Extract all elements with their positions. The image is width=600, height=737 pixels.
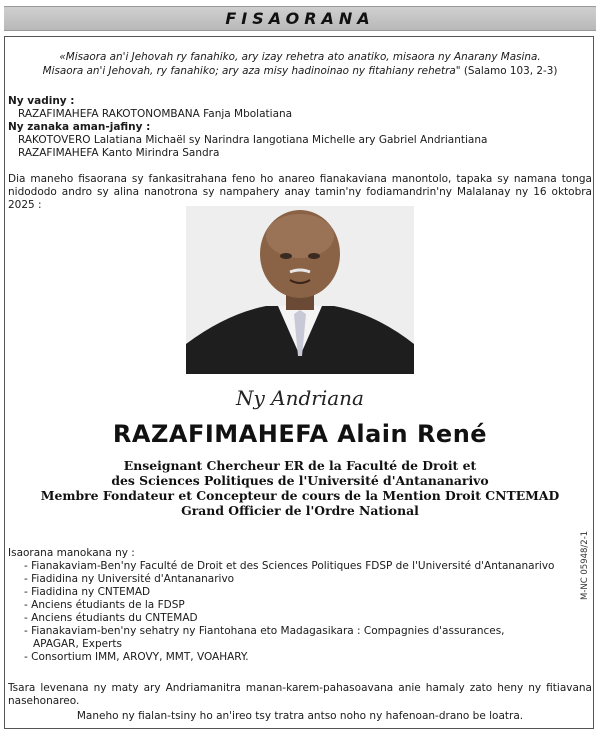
thanks-item-text: Consortium IMM, AROVY, MMT, VOAHARY. [31, 651, 249, 663]
thanks-item-text: Fiadidina ny CNTEMAD [31, 586, 151, 598]
role-line-2: des Sciences Politiques de l'Université d'Antananarivo [111, 473, 489, 488]
quote-line-1: «Misaora an'i Jehovah ry fanahiko, ary izay rehetra ato anatiko, misaora ny Anarany Masina. [59, 51, 541, 63]
quote-line-2 [0, 65, 600, 78]
thanks-item: - Fiadidina ny Université d'Antananarivo [24, 573, 235, 585]
portrait-photo [186, 206, 414, 374]
portrait-illustration [186, 206, 414, 374]
thanks-item: - Fiadidina ny CNTEMAD [24, 586, 151, 598]
thanks-item: - Anciens étudiants de la FDSP [24, 599, 185, 611]
reference-code: M-NC 05948/2-1 [580, 530, 590, 600]
thanks-item-continuation: APAGAR, Experts [33, 638, 123, 650]
children-heading: Ny zanaka aman-jafiny : [8, 121, 151, 133]
thanks-item: - Anciens étudiants du CNTEMAD [24, 612, 198, 624]
announcement-text: Dia maneho fisaorana sy fankasitrahana feno ho anareo fianakaviana manontolo, tapaka sy namana tonga nidododo andro sy alina nanotrona sy nampahery anay tamin'ny fodiamandrin'ny Malalanay ny 16 oktobra 2025 : [8, 173, 592, 211]
closing-text-2: Maneho ny fialan-tsiny ho an'ireo tsy tratra antso noho ny hafenoan-drano be loatra. [76, 710, 524, 722]
thanks-item-text: Fianakaviam-Ben'ny Faculté de Droit et des Sciences Politiques FDSP de l'Université d'Antananarivo [31, 560, 555, 572]
thanks-item: - Fianakaviam-ben'ny sehatry ny Fiantohana eto Madagasikara : Compagnies d'assurances, [24, 625, 505, 637]
spouse-name: RAZAFIMAHEFA RAKOTONOMBANA Fanja Mbolatiana [18, 108, 293, 120]
header-title: FISAORANA [225, 9, 375, 28]
thanks-item: - Fianakaviam-Ben'ny Faculté de Droit et des Sciences Politiques FDSP de l'Université d'Antananarivo [24, 560, 555, 572]
thanks-heading: Isaorana manokana ny : [8, 547, 135, 559]
quote-line-2-text: Misaora an'i Jehovah, ry fanahiko; ary aza misy hadinoinao ny fitahiany rehetra" [42, 65, 461, 77]
role-line-3: Membre Fondateur et Concepteur de cours de la Mention Droit CNTEMAD [40, 488, 560, 503]
honorific: Ny Andriana [236, 386, 364, 410]
thanks-item: - Consortium IMM, AROVY, MMT, VOAHARY. [24, 651, 249, 663]
role-line-4: Grand Officier de l'Ordre National [181, 503, 419, 518]
thanks-item-text: Anciens étudiants du CNTEMAD [31, 612, 198, 624]
role-line-1: Enseignant Chercheur ER de la Faculté de Droit et [123, 458, 477, 473]
thanks-item-text: Fianakaviam-ben'ny sehatry ny Fiantohana eto Madagasikara : Compagnies d'assurances, [31, 625, 505, 637]
thanks-item-text: Anciens étudiants de la FDSP [31, 599, 185, 611]
quote-reference: (Salamo 103, 2-3) [463, 65, 558, 77]
closing-text-1: Tsara levenana ny maty ary Andriamanitra manan-karem-pahasoavana anie hamaly zato heny ny fitiavana nasehonareo. [8, 682, 592, 707]
children-line-1: RAKOTOVERO Lalatiana Michaël sy Narindra Iangotiana Michelle ary Gabriel Andriantiana [18, 134, 488, 146]
spouse-heading: Ny vadiny : [8, 95, 75, 107]
header-bar [4, 6, 596, 31]
deceased-name: RAZAFIMAHEFA Alain René [112, 420, 488, 448]
children-line-2: RAZAFIMAHEFA Kanto Mirindra Sandra [18, 147, 220, 159]
thanks-item-text: Fiadidina ny Université d'Antananarivo [31, 573, 235, 585]
